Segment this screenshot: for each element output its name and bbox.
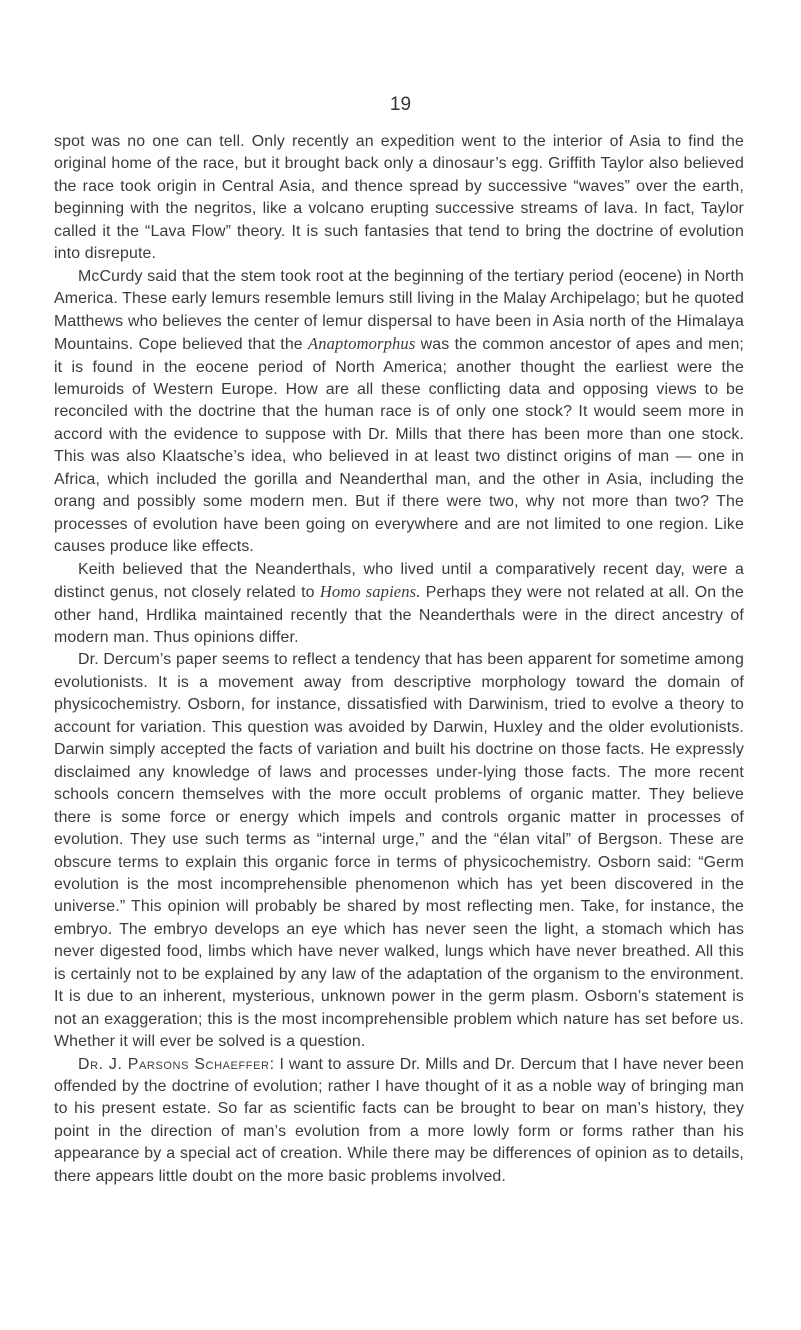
paragraph-4 xyxy=(54,649,744,1053)
paragraph-2 xyxy=(54,266,744,559)
body-text xyxy=(54,131,744,1188)
paragraph-1-text: spot was no one can tell. Only recently an expedition went to the interior of Asia to find the original home of the race, but it brought back only a dinosaur’s egg. Griffith Taylor also believed the race took origin in Central Asia, and thence spread by successive “waves” over the earth, beginning with the negritos, like a volcano erupting successive streams of lava. In fact, Taylor called it the “Lava Flow” theory. It is such fantasies that tend to bring the doctrine of evolution into disrepute. xyxy=(54,133,744,263)
paragraph-2-text-a: McCurdy said that the stem took root at the beginning of the tertiary period (eocene) in North America. These early lemurs resemble lemurs still living in the Malay Archipelago; but he quoted Matthews who believes the center of lemur dispersal to have been in Asia north of the Himalaya Mountains. Cope believed that the xyxy=(54,267,744,354)
paragraph-3 xyxy=(54,559,744,650)
paragraph-2-text-b: was the common ancestor of apes and men; it is found in the eocene period of North America; another thought the earliest were the lemuroids of Western Europe. How are all these conflicting data and opposing views to be reconciled with the doctrine that the human race is of only one stock? It would seem more in accord with the evidence to suppose with Dr. Mills that there has been more than one stock. This was also Klaatsche’s idea, who believed in at least two distinct origins of man — one in Africa, which included the gorilla and Neanderthal man, and the other in Asia, including the orang and possibly some modern men. But if there were two, why not more than two? The processes of evolution have been going on everywhere and are not limited to one region. Like causes produce like effects. xyxy=(54,336,745,556)
page-number: 19 xyxy=(389,94,412,115)
paragraph-3-italic-term: Homo sapiens. xyxy=(319,582,421,602)
paragraph-2-italic-term: Anaptomorphus xyxy=(308,334,416,354)
paragraph-3-text-a: Keith believed that the Neanderthals, who lived until a comparatively recent day, were a distinct genus, not closely related to xyxy=(54,560,744,602)
speaker-name: Dr. J. Parsons Schaeffer: xyxy=(78,1055,275,1073)
paragraph-1 xyxy=(54,131,744,266)
paragraph-4-text: Dr. Dercum’s paper seems to reflect a tendency that has been apparent for sometime among evolutionists. It is a movement away from descriptive morphology toward the domain of physicochemistry. Osborn, for instance, dissatisfied with Darwinism, tried to evolve a theory to account for variation. This question was avoided by Darwin, Huxley and the older evolutionists. Darwin simply accepted the facts of variation and built his doctrine on those facts. He expressly disclaimed any knowledge of laws and processes under-lying those facts. The more recent schools concern themselves with the more occult problems of organic matter. They believe there is some force or energy which impels and controls organic matter in processes of evolution. They use such terms as “internal urge,” and the “élan vital” of Bergson. These are obscure terms to explain this organic force in terms of physicochemistry. Osborn said: “Germ evolution is the most incomprehensible phenomenon which has yet been discovered in the universe.” This opinion will probably be shared by most reflecting men. Take, for instance, the embryo. The embryo develops an eye which has never seen the light, a stomach which has never digested food, limbs which have never walked, lungs which have never breathed. All this is certainly not to be explained by any law of the adaptation of the organism to the environment. It is due to an inherent, mysterious, unknown power in the germ plasm. Osborn’s statement is not an exaggeration; this is the most incomprehensible problem which nature has set before us. Whether it will ever be solved is a question. xyxy=(54,651,744,1051)
paragraph-5 xyxy=(54,1054,744,1189)
paragraph-3-text-b: Perhaps they were not related at all. On the other hand, Hrdlika maintained recently that the Neanderthals were in the direct ancestry of modern man. Thus opinions differ. xyxy=(54,584,744,646)
paragraph-5-text: I want to assure Dr. Mills and Dr. Dercum that I have never been offended by the doctrine of evolution; rather I have thought of it as a noble way of bringing man to his present estate. So far as scientific facts can be brought to bear on man’s history, they point in the direction of man’s evolution from a more lowly form or forms rather than his appearance by a special act of creation. While there may be differences of opinion as to details, there appears little doubt on the more basic problems involved. xyxy=(54,1055,744,1185)
